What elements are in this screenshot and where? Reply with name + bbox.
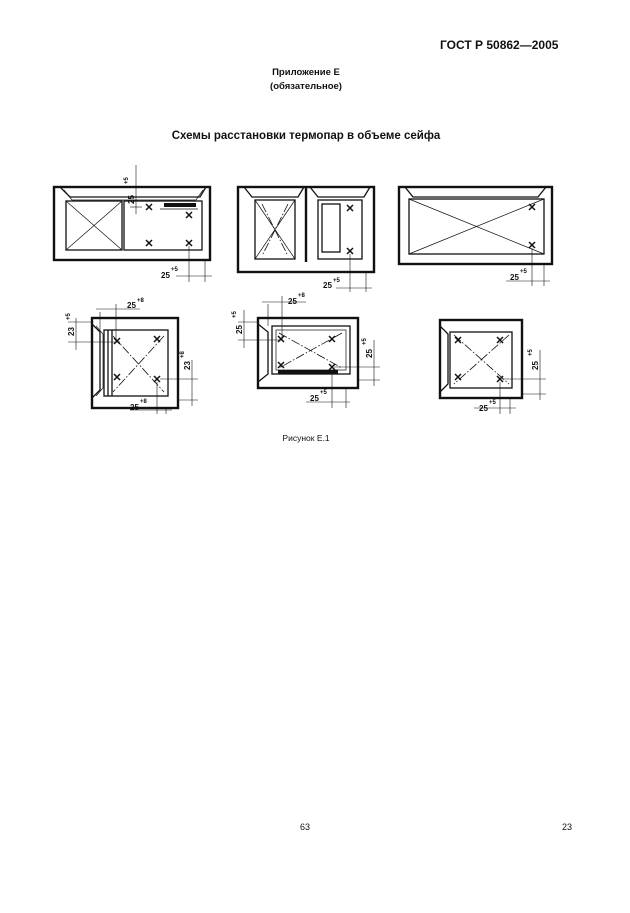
dimension-label: 25 bbox=[127, 301, 136, 310]
safe-diagram-2 bbox=[238, 187, 374, 292]
dimension-label: 25 bbox=[288, 297, 297, 306]
tolerance-label: +5 bbox=[362, 338, 368, 345]
safe-diagram-1 bbox=[54, 165, 212, 282]
page-title: Схемы расстановки термопар в объеме сейфа bbox=[171, 130, 441, 142]
dimension-label: 25 bbox=[161, 271, 170, 280]
dimension-label: 25 bbox=[531, 361, 540, 370]
page-number-right: 23 bbox=[562, 822, 573, 832]
tolerance-label: +5 bbox=[528, 349, 534, 356]
tolerance-label: +5 bbox=[66, 313, 72, 320]
dimension-label: 23 bbox=[183, 361, 192, 370]
tolerance-label: +8 bbox=[140, 399, 147, 405]
tolerance-label: +5 bbox=[124, 177, 130, 184]
page-number-center: 63 bbox=[300, 822, 311, 832]
tolerance-label: +5 bbox=[333, 278, 340, 284]
tolerance-label: +5 bbox=[232, 311, 238, 318]
dimension-label: 25 bbox=[130, 403, 139, 412]
dimension-label: 23 bbox=[67, 327, 76, 336]
figure-caption: Рисунок Е.1 bbox=[282, 433, 330, 443]
safe-diagram-5 bbox=[232, 293, 380, 408]
tolerance-label: +8 bbox=[180, 351, 186, 358]
appendix-status: (обязательное) bbox=[270, 81, 342, 92]
safe-diagram-3 bbox=[399, 187, 552, 286]
tolerance-label: +5 bbox=[320, 390, 327, 396]
dimension-label: 25 bbox=[323, 281, 332, 290]
tolerance-label: +5 bbox=[520, 269, 527, 275]
safe-diagram-6 bbox=[440, 320, 546, 414]
dimension-label: 25 bbox=[365, 349, 374, 358]
appendix-label: Приложение Е bbox=[272, 67, 340, 78]
dimension-label: 25 bbox=[235, 325, 244, 334]
dimension-label: 25 bbox=[510, 273, 519, 282]
tolerance-label: +8 bbox=[298, 293, 305, 299]
tolerance-label: +5 bbox=[171, 267, 178, 273]
dimension-label: 25 bbox=[310, 394, 319, 403]
dimension-label: 25 bbox=[479, 404, 488, 413]
tolerance-label: +5 bbox=[489, 400, 496, 406]
standard-code: ГОСТ Р 50862—2005 bbox=[440, 38, 559, 52]
safe-diagram-4 bbox=[66, 298, 198, 414]
dimension-label: 25 bbox=[127, 195, 136, 204]
tolerance-label: +8 bbox=[137, 298, 144, 304]
